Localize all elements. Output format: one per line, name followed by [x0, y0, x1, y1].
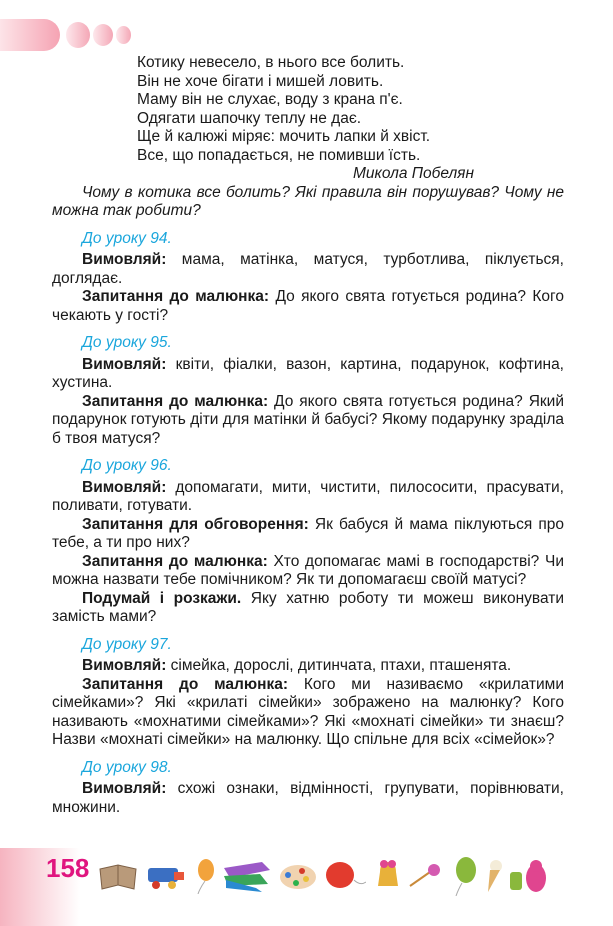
balloon-green-icon	[448, 856, 478, 901]
bell-icon	[372, 858, 402, 899]
paragraph-text: схожі ознаки, відмінності, групувати, порівнювати, множини.	[52, 780, 564, 816]
lesson-paragraph	[52, 288, 564, 325]
paragraph-text: Хто допомагає мамі в господарстві? Чи можна назвати тебе помічником? Як ти допомагаєш своїй матусі?	[52, 552, 564, 588]
paragraph-text: Кого ми називаємо «крилатими сімейками»? Які «крилаті сімейки» зображено на малюнку? Кого називають «мохнатими сімейками»? Які «мохнаті сімейки» ти знаєш? Назви «мохнаті сімейки» на малюнку. Що спільне для всіх «сімейок»?	[52, 675, 564, 748]
paragraph-label: Вимовляй:	[82, 251, 167, 268]
lesson-title: До уроку 97.	[82, 635, 172, 653]
poem-line: Одягати шапочку теплу не дає.	[137, 109, 362, 127]
lesson-paragraph	[52, 590, 564, 627]
lesson-title: До уроку 94.	[82, 229, 172, 247]
lesson-paragraph	[52, 251, 564, 288]
poem-line: Він не хоче бігати і мишей ловить.	[137, 72, 384, 90]
toy-strip	[98, 858, 548, 898]
lesson-paragraph	[52, 780, 564, 817]
poem-line: Маму він не слухає, воду з крана п'є.	[137, 91, 403, 108]
balloon-red-icon	[324, 860, 366, 897]
poem	[137, 54, 564, 165]
decoration-bar	[0, 19, 60, 51]
lesson-paragraph	[52, 676, 564, 750]
paragraph-label: Запитання для обговорення:	[82, 515, 309, 533]
paragraph-label: Вимовляй:	[82, 780, 167, 797]
lesson-title: До уроку 98.	[82, 758, 172, 776]
page-content	[52, 54, 564, 817]
lesson-title: До уроку 96.	[82, 457, 172, 474]
paragraph-label: Вимовляй:	[82, 657, 167, 674]
paragraph-text: квіти, фіалки, вазон, картина, подарунок, кофтина, хустина.	[52, 355, 564, 391]
lesson-paragraph	[52, 553, 564, 590]
paragraph-label: Вимовляй:	[82, 478, 167, 496]
paragraph-text: До якого свята готується родина? Який подарунок готують діти для матінки й бабусі? Якому подарунку зраділа б твоя матуся?	[52, 392, 564, 447]
lesson-title: До уроку 95.	[82, 334, 172, 351]
palette-icon	[278, 861, 318, 896]
toy-train-icon	[144, 860, 186, 897]
paragraph-text: До якого свята готується родина? Кого чекають у гості?	[52, 288, 564, 324]
decoration-dot	[66, 22, 90, 48]
pencils-icon	[222, 860, 272, 897]
paragraph-text: сімейка, дорослі, дитинчата, птахи, пташенята.	[166, 657, 512, 674]
paragraph-text: Як бабуся й мама піклуються про тебе, а ти про них?	[52, 515, 564, 551]
paragraph-text: допомагати, мити, чистити, пилососити, прасувати, поливати, готувати.	[52, 478, 564, 514]
paragraph-label: Вимовляй:	[82, 355, 167, 373]
paragraph-label: Запитання до малюнка:	[82, 675, 289, 693]
lesson-paragraph	[52, 479, 564, 516]
poem-author: Микола Побелян	[352, 165, 474, 182]
paragraph-label: Запитання до малюнка:	[82, 392, 269, 410]
decoration-dot	[116, 26, 131, 44]
poem-line: Ще й калюжі міряє: мочить лапки й хвіст.	[137, 128, 431, 145]
paragraph-text: Яку хатню роботу ти можеш виконувати замість мами?	[52, 589, 564, 625]
paragraph-text: мама, матінка, матуся, турботлива, піклується, доглядає.	[52, 251, 564, 287]
balloon-orange-icon	[192, 858, 216, 899]
decoration-dot	[93, 24, 113, 46]
ice-cream-icon	[484, 858, 502, 899]
toys-icon	[508, 858, 548, 899]
lesson-paragraph	[52, 356, 564, 393]
lesson-paragraph	[52, 393, 564, 449]
lesson-paragraph	[52, 516, 564, 553]
poem-line: Котику невесело, в нього все болить.	[137, 54, 405, 71]
paragraph-label: Подумай і розкажи.	[82, 589, 242, 607]
book-icon	[98, 861, 138, 896]
poem-question: Чому в котика все болить? Які правила він порушував? Чому не можна так робити?	[52, 183, 564, 219]
rattle-icon	[408, 862, 442, 895]
paragraph-label: Запитання до малюнка:	[82, 288, 270, 305]
page-number: 158	[46, 853, 90, 883]
lesson-paragraph	[52, 657, 564, 676]
paragraph-label: Запитання до малюнка:	[82, 552, 268, 570]
poem-line: Все, що попадається, не помивши їсть.	[137, 146, 421, 164]
